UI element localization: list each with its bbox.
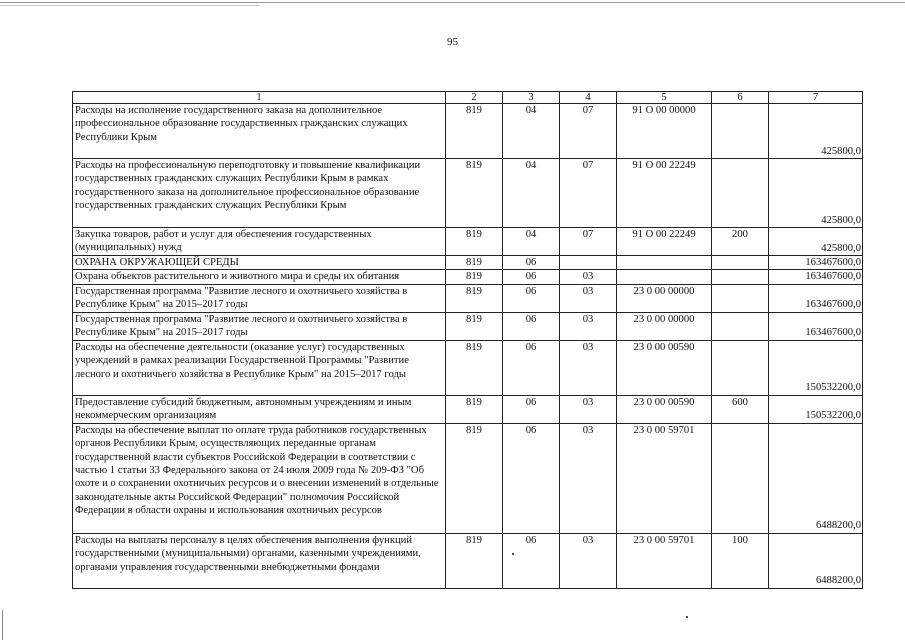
target-article-code <box>617 270 712 284</box>
target-article-code <box>617 256 712 270</box>
section-code: 04 <box>503 159 560 228</box>
amount: 6488200,0 <box>769 533 863 588</box>
target-article-code: 91 О 00 22249 <box>617 159 712 228</box>
target-article-code: 23 0 00 00590 <box>617 340 712 395</box>
ministry-code: 819 <box>446 312 503 340</box>
column-header: 4 <box>560 92 617 104</box>
expense-type-code <box>712 312 769 340</box>
ministry-code: 819 <box>446 533 503 588</box>
row-description: Расходы на выплаты персоналу в целях обеспечения выполнения функций государственными (муниципальными) органами, казенными учреждениями, органами управления государственными внебюджетными фондами <box>73 533 446 588</box>
target-article-code: 23 0 00 59701 <box>617 423 712 533</box>
expense-type-code <box>712 340 769 395</box>
amount: 163467600,0 <box>769 256 863 270</box>
scan-edge-line <box>0 2 905 3</box>
table-header-row <box>73 92 863 104</box>
column-header: 7 <box>769 92 863 104</box>
budget-table <box>72 91 863 589</box>
section-code: 04 <box>503 228 560 256</box>
target-article-code: 23 0 00 00000 <box>617 312 712 340</box>
target-article-code: 23 0 00 59701 <box>617 533 712 588</box>
expense-type-code: 200 <box>712 228 769 256</box>
column-header: 6 <box>712 92 769 104</box>
row-description: Предоставление субсидий бюджетным, автономным учреждениям и иным некоммерческим организациям <box>73 395 446 423</box>
expense-type-code: 100 <box>712 533 769 588</box>
ministry-code: 819 <box>446 423 503 533</box>
section-code: 06 <box>503 270 560 284</box>
table-row <box>73 284 863 312</box>
ministry-code: 819 <box>446 228 503 256</box>
ministry-code: 819 <box>446 256 503 270</box>
column-header: 1 <box>73 92 446 104</box>
subsection-code: 07 <box>560 159 617 228</box>
table-row <box>73 228 863 256</box>
amount: 425800,0 <box>769 228 863 256</box>
expense-type-code: 600 <box>712 395 769 423</box>
ministry-code: 819 <box>446 340 503 395</box>
subsection-code: 03 <box>560 533 617 588</box>
ministry-code: 819 <box>446 270 503 284</box>
amount: 150532200,0 <box>769 395 863 423</box>
expense-type-code <box>712 159 769 228</box>
section-code: 04 <box>503 104 560 159</box>
ministry-code: 819 <box>446 159 503 228</box>
column-header: 5 <box>617 92 712 104</box>
subsection-code: 03 <box>560 395 617 423</box>
column-header: 3 <box>503 92 560 104</box>
target-article-code: 23 0 00 00590 <box>617 395 712 423</box>
table-row <box>73 533 863 588</box>
row-description: Охрана объектов растительного и животного мира и среды их обитания <box>73 270 446 284</box>
row-description: Закупка товаров, работ и услуг для обеспечения государственных (муниципальных) нужд <box>73 228 446 256</box>
row-description: Расходы на обеспечение деятельности (оказание услуг) государственных учреждений в рамках реализации Государственной Программы "Развитие лесного и охотничьего хозяйства в Республике Крым" на 2015–2017 годы <box>73 340 446 395</box>
scan-edge-line-short <box>0 5 260 6</box>
amount: 163467600,0 <box>769 270 863 284</box>
expense-type-code <box>712 284 769 312</box>
section-code: 06 <box>503 284 560 312</box>
target-article-code: 23 0 00 00000 <box>617 284 712 312</box>
row-description: ОХРАНА ОКРУЖАЮЩЕЙ СРЕДЫ <box>73 256 446 270</box>
table-row <box>73 423 863 533</box>
subsection-code: 07 <box>560 228 617 256</box>
subsection-code: 03 <box>560 423 617 533</box>
target-article-code: 91 О 00 00000 <box>617 104 712 159</box>
ministry-code: 819 <box>446 104 503 159</box>
subsection-code: 03 <box>560 270 617 284</box>
section-code: 06 <box>503 312 560 340</box>
page-number: 95 <box>447 36 458 48</box>
row-description: Расходы на обеспечение выплат по оплате труда работников государственных органов Республики Крым, осуществляющих переданные органам государственной власти субъектов Российской Федерации в соответствии с частью 1 статьи 33 Федерального закона от 24 июля 2009 года № 209-ФЗ "Об охоте и о сохранении охотничьих ресурсов и о внесении изменений в отдельные законодательные акты Российской Федерации" полномочия Российской Федерации в области охраны и использования охотничьих ресурсов <box>73 423 446 533</box>
subsection-code <box>560 256 617 270</box>
table-row <box>73 256 863 270</box>
column-header: 2 <box>446 92 503 104</box>
amount: 150532200,0 <box>769 340 863 395</box>
target-article-code: 91 О 00 22249 <box>617 228 712 256</box>
section-code: 06 <box>503 533 560 588</box>
section-code: 06 <box>503 256 560 270</box>
table-row <box>73 395 863 423</box>
subsection-code: 03 <box>560 312 617 340</box>
subsection-code: 07 <box>560 104 617 159</box>
table-row <box>73 312 863 340</box>
table-row <box>73 340 863 395</box>
row-description: Расходы на профессиональную переподготовку и повышение квалификации государственных гражданских служащих Республики Крым в рамках государственного заказа на дополнительное профессиональное образование государственных гражданских служащих Республики Крым <box>73 159 446 228</box>
row-description: Государственная программа "Развитие лесного и охотничьего хозяйства в Республике Крым" на 2015–2017 годы <box>73 312 446 340</box>
row-description: Государственная программа "Развитие лесного и охотничьего хозяйства в Республике Крым" на 2015–2017 годы <box>73 284 446 312</box>
section-code: 06 <box>503 395 560 423</box>
amount: 163467600,0 <box>769 284 863 312</box>
amount: 6488200,0 <box>769 423 863 533</box>
section-code: 06 <box>503 423 560 533</box>
expense-type-code <box>712 270 769 284</box>
subsection-code: 03 <box>560 284 617 312</box>
amount: 425800,0 <box>769 159 863 228</box>
expense-type-code <box>712 256 769 270</box>
table-row <box>73 104 863 159</box>
ministry-code: 819 <box>446 395 503 423</box>
row-description: Расходы на исполнение государственного заказа на дополнительное профессиональное образование государственных гражданских служащих Республики Крым <box>73 104 446 159</box>
expense-type-code <box>712 423 769 533</box>
table-row <box>73 159 863 228</box>
scan-edge-mark <box>2 610 3 640</box>
ministry-code: 819 <box>446 284 503 312</box>
scan-speck <box>512 553 514 555</box>
expense-type-code <box>712 104 769 159</box>
subsection-code: 03 <box>560 340 617 395</box>
amount: 425800,0 <box>769 104 863 159</box>
table-row <box>73 270 863 284</box>
scan-speck <box>686 616 688 618</box>
amount: 163467600,0 <box>769 312 863 340</box>
section-code: 06 <box>503 340 560 395</box>
